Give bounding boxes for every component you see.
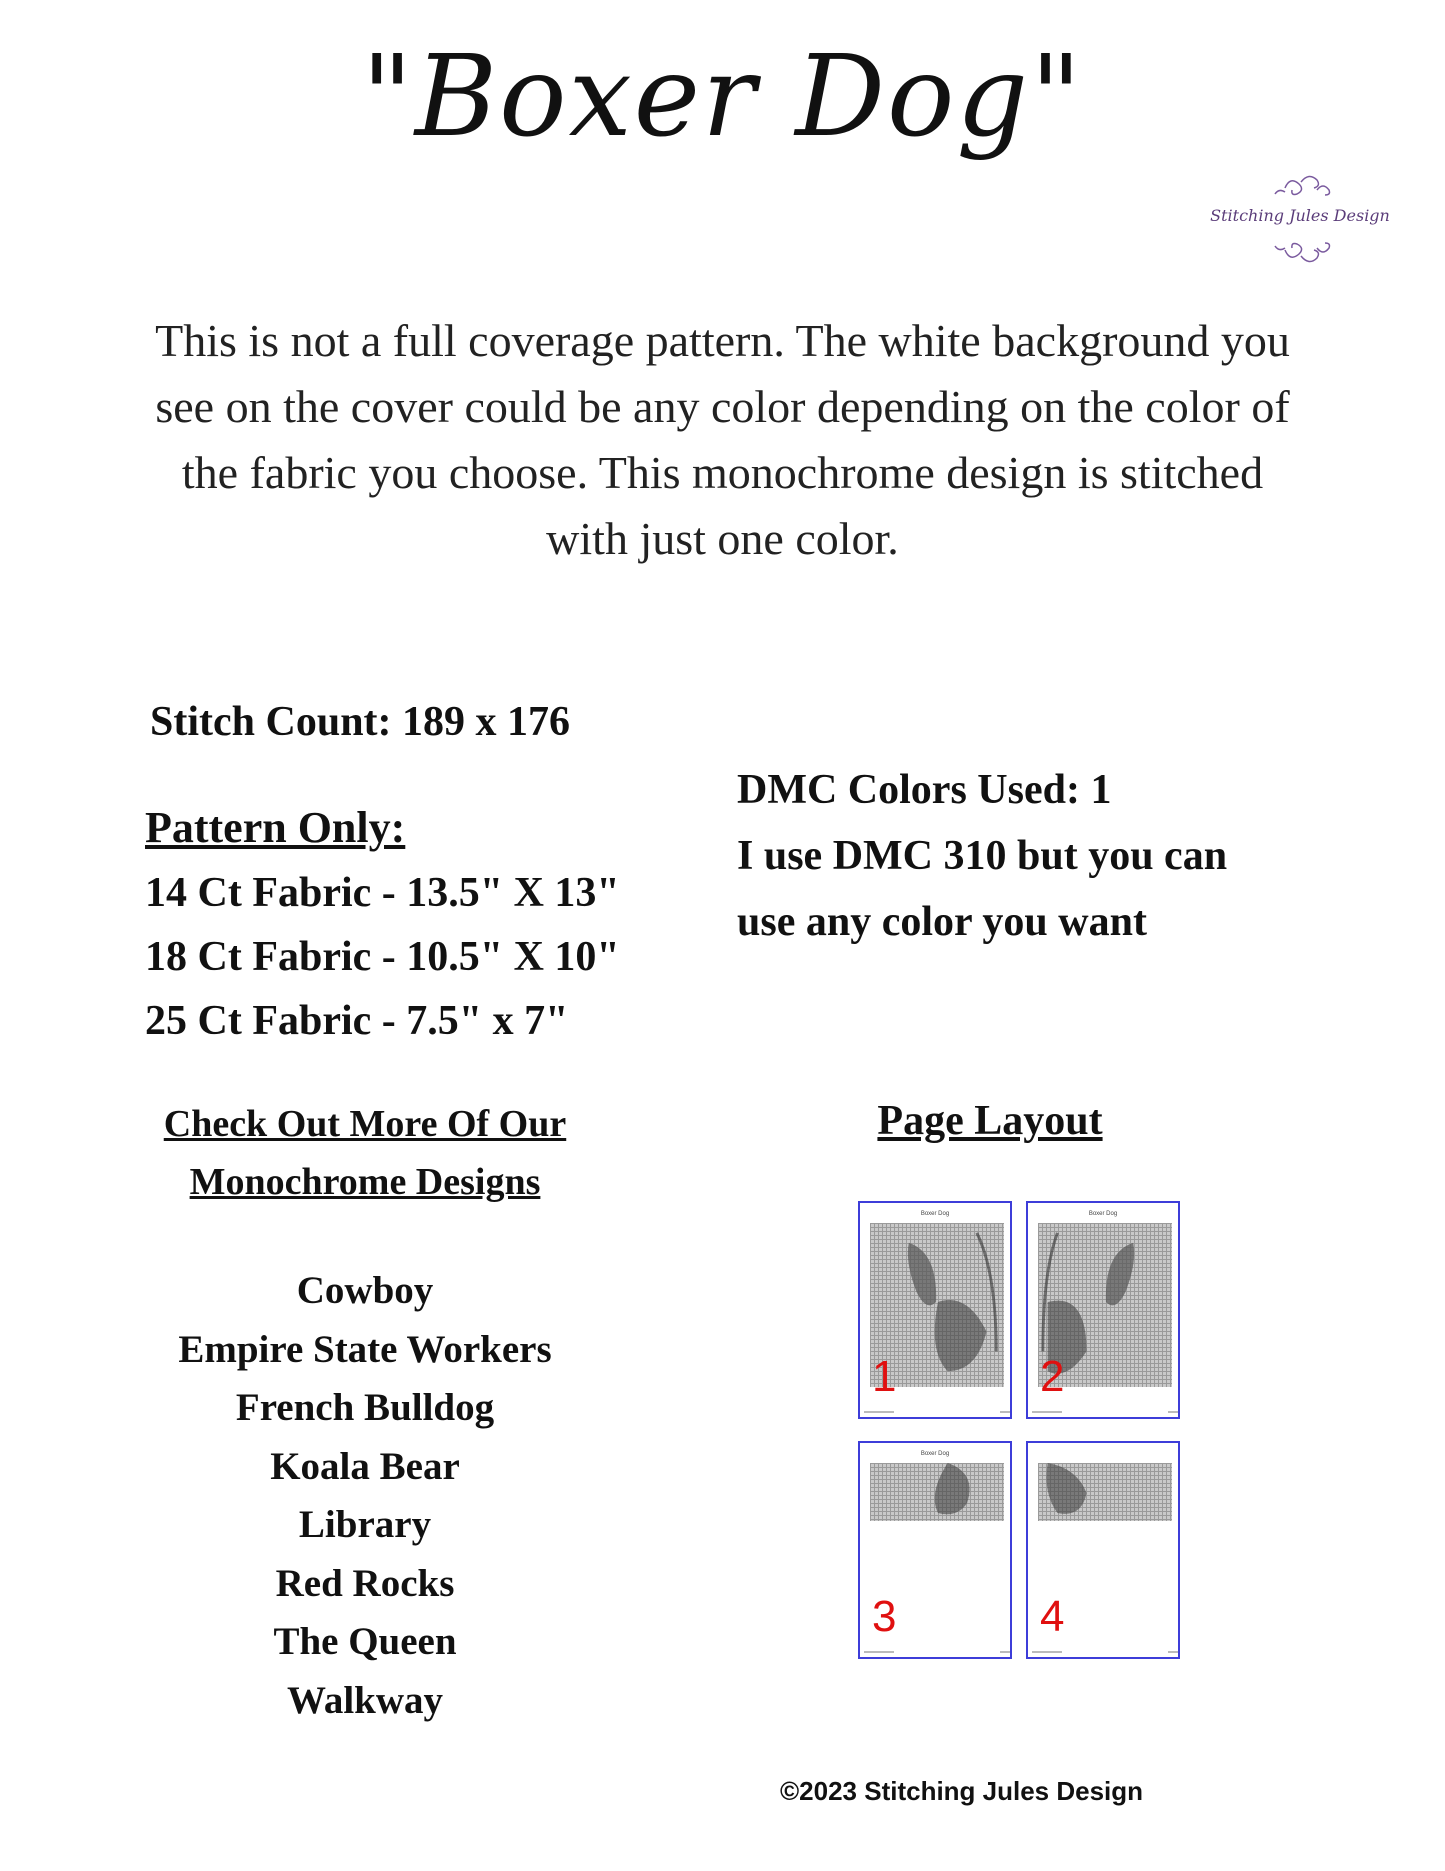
page-title: "Boxer Dog" bbox=[361, 32, 1084, 162]
page-layout-heading: Page Layout bbox=[877, 1098, 1103, 1144]
stitching-jules-logo bbox=[1205, 168, 1395, 273]
more-designs-heading bbox=[140, 1095, 590, 1211]
dmc-note-line: use any color you want bbox=[737, 899, 1147, 945]
more-designs-list bbox=[140, 1262, 590, 1730]
page-number: 2 bbox=[1040, 1352, 1065, 1401]
thumbnail-footer bbox=[864, 1651, 1010, 1653]
page-thumbnail-2 bbox=[1026, 1201, 1180, 1419]
design-list-item: French Bulldog bbox=[235, 1386, 495, 1429]
dmc-colors-used: DMC Colors Used: 1 bbox=[737, 767, 1112, 813]
copyright-text: ©2023 Stitching Jules Design bbox=[780, 1776, 1144, 1806]
page-thumbnail-3 bbox=[858, 1441, 1012, 1659]
design-list-item: Walkway bbox=[286, 1678, 444, 1722]
thumbnail-footer bbox=[864, 1411, 1010, 1413]
thumbnail-title: Boxer Dog bbox=[920, 1211, 950, 1217]
thumbnail-title: Boxer Dog bbox=[1088, 1211, 1118, 1217]
page-number: 4 bbox=[1040, 1592, 1065, 1641]
design-list-item: Cowboy bbox=[296, 1269, 434, 1312]
stitch-count: Stitch Count: 189 x 176 bbox=[150, 699, 571, 745]
thumbnail-footer bbox=[1032, 1411, 1178, 1413]
design-list-item: Library bbox=[298, 1503, 432, 1546]
design-list-item: Red Rocks bbox=[275, 1561, 455, 1605]
design-list-item: The Queen bbox=[273, 1620, 457, 1663]
more-designs-heading-line: Monochrome Designs bbox=[189, 1161, 541, 1203]
intro-paragraph: This is not a full coverage pattern. The white background you see on the cover could be any color depending on the color of the fabric you choose. This monochrome design is stitched with just one color. bbox=[155, 315, 1290, 564]
pattern-only-section bbox=[145, 795, 620, 1053]
boxer-dog-preview-icon bbox=[870, 1463, 1004, 1521]
pattern-only-heading: Pattern Only: bbox=[145, 803, 406, 852]
design-list-item: Koala Bear bbox=[270, 1444, 460, 1488]
thumbnail-footer bbox=[1032, 1651, 1178, 1653]
dmc-note-line: I use DMC 310 but you can bbox=[737, 833, 1228, 879]
pattern-grid-preview bbox=[870, 1463, 1004, 1521]
thumbnail-title: Boxer Dog bbox=[920, 1451, 950, 1457]
design-list-item: Empire State Workers bbox=[178, 1327, 552, 1371]
page-thumbnail-4 bbox=[1026, 1441, 1180, 1659]
fabric-size-line: 14 Ct Fabric - 13.5" X 13" bbox=[145, 870, 620, 916]
logo-text: Stitching Jules Design bbox=[1210, 206, 1390, 225]
fabric-size-line: 18 Ct Fabric - 10.5" X 10" bbox=[145, 934, 620, 980]
more-designs-heading-line: Check Out More Of Our bbox=[163, 1103, 567, 1145]
pattern-grid-preview bbox=[1038, 1463, 1172, 1521]
dmc-colors-section bbox=[737, 757, 1297, 955]
page-thumbnail-1 bbox=[858, 1201, 1012, 1419]
page-number: 1 bbox=[872, 1352, 897, 1401]
boxer-dog-preview-icon bbox=[1038, 1463, 1172, 1521]
fabric-size-line: 25 Ct Fabric - 7.5" x 7" bbox=[145, 998, 569, 1044]
page-number: 3 bbox=[872, 1592, 897, 1641]
